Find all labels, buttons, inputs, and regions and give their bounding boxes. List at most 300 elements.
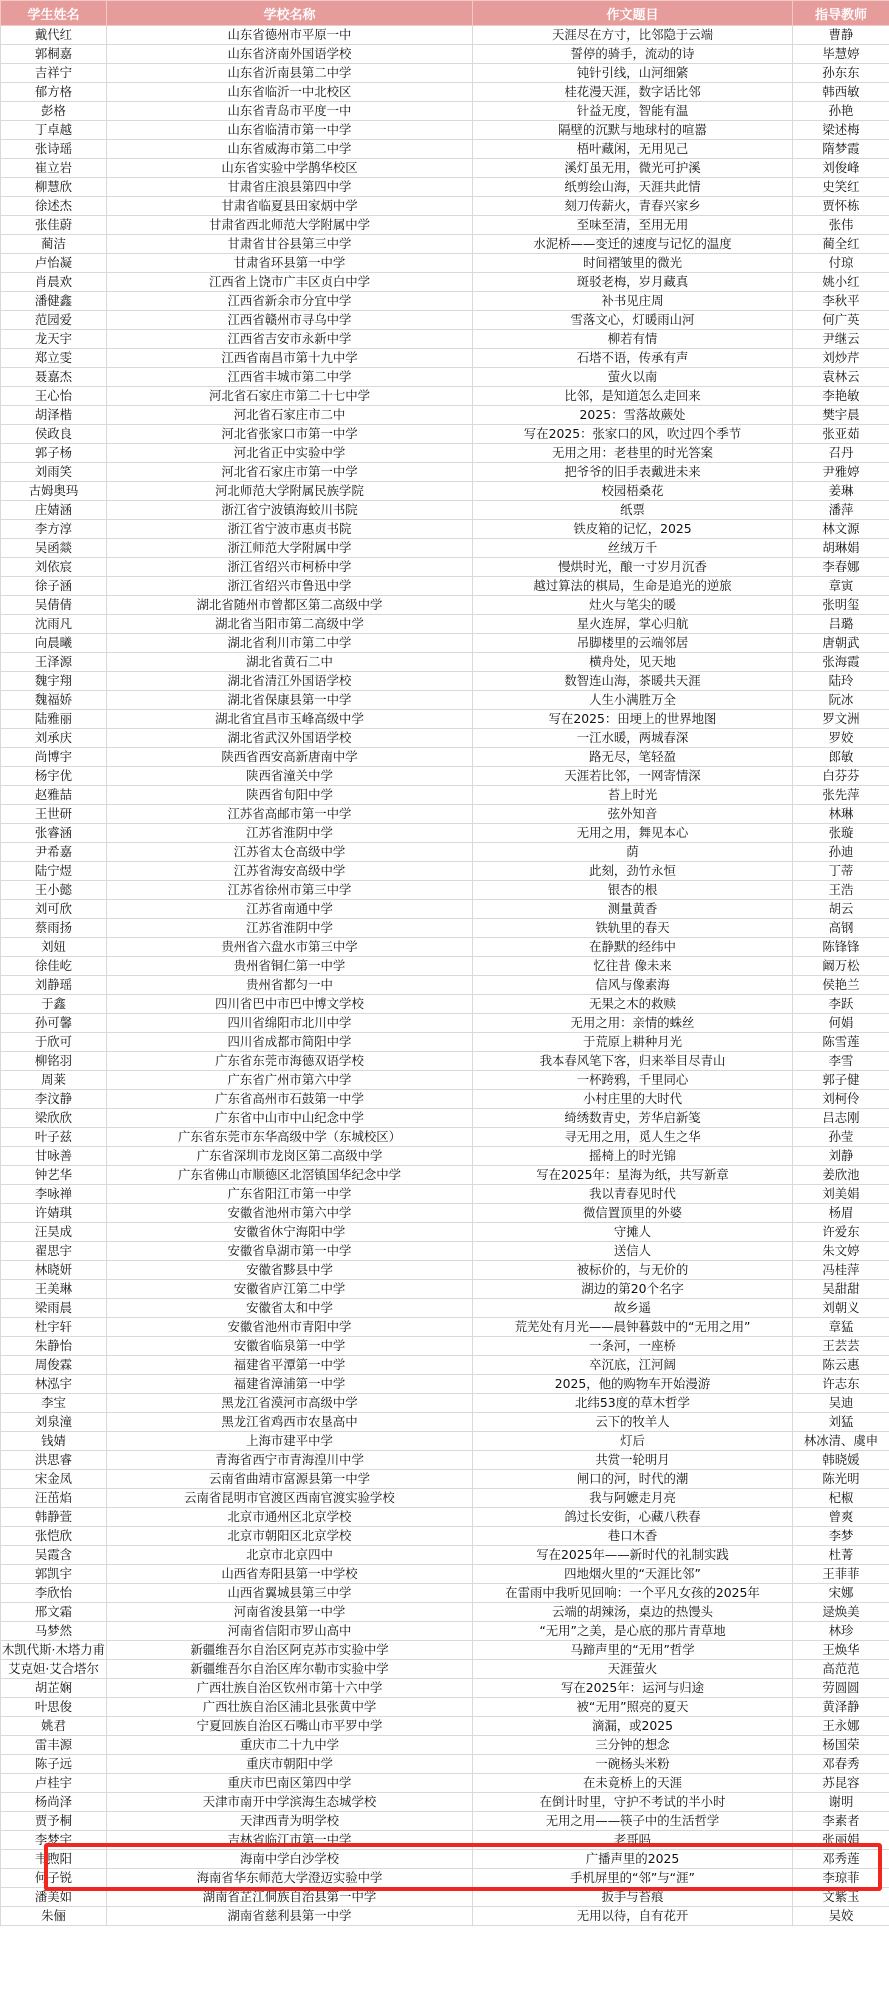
student-name-cell: 李咏禅 xyxy=(1,1185,107,1204)
school-name-cell: 山东省威海市第二中学 xyxy=(107,140,473,159)
advisor-cell: 陆玲 xyxy=(793,672,889,691)
advisor-cell: 孙艳 xyxy=(793,102,889,121)
advisor-cell: 许爱东 xyxy=(793,1223,889,1242)
essay-title-cell: 送信人 xyxy=(473,1242,793,1261)
table-row xyxy=(1,539,889,558)
advisor-cell: 章寅 xyxy=(793,577,889,596)
student-name-cell: 杨宇优 xyxy=(1,767,107,786)
table-row xyxy=(1,1242,889,1261)
essay-title-cell: 我与阿嬷走月亮 xyxy=(473,1489,793,1508)
student-name-cell: 叶子兹 xyxy=(1,1128,107,1147)
school-name-cell: 河南省信阳市罗山高中 xyxy=(107,1622,473,1641)
student-name-cell: 蔡雨扬 xyxy=(1,919,107,938)
advisor-cell: 高范范 xyxy=(793,1660,889,1679)
school-name-cell: 河北省张家口市第一中学 xyxy=(107,425,473,444)
school-name-cell: 江西省新余市分宜中学 xyxy=(107,292,473,311)
table-row xyxy=(1,1869,889,1888)
student-name-cell: 卢桂宇 xyxy=(1,1774,107,1793)
table-row xyxy=(1,1375,889,1394)
table-row xyxy=(1,1508,889,1527)
advisor-cell: 王菲菲 xyxy=(793,1565,889,1584)
essay-title-cell: 信风与像素海 xyxy=(473,976,793,995)
table-row xyxy=(1,349,889,368)
essay-title-cell: 马蹄声里的“无用”哲学 xyxy=(473,1641,793,1660)
essay-title-cell: 天涯萤火 xyxy=(473,1660,793,1679)
student-name-cell: 卢怡凝 xyxy=(1,254,107,273)
advisor-cell: 潘萍 xyxy=(793,501,889,520)
school-name-cell: 广西壮族自治区浦北县张黄中学 xyxy=(107,1698,473,1717)
advisor-cell: 邓春秀 xyxy=(793,1755,889,1774)
table-row xyxy=(1,26,889,45)
table-row xyxy=(1,900,889,919)
advisor-cell: 李秋平 xyxy=(793,292,889,311)
essay-title-cell: 横舟处，见天地 xyxy=(473,653,793,672)
advisor-cell: 张亚茹 xyxy=(793,425,889,444)
student-name-cell: 姚君 xyxy=(1,1717,107,1736)
essay-title-cell: 于荒原上耕种月光 xyxy=(473,1033,793,1052)
advisor-cell: 唐朝武 xyxy=(793,634,889,653)
school-name-cell: 广东省阳江市第一中学 xyxy=(107,1185,473,1204)
school-name-cell: 湖北省随州市曾都区第二高级中学 xyxy=(107,596,473,615)
essay-title-cell: 梧叶藏闲，无用见己 xyxy=(473,140,793,159)
table-row xyxy=(1,634,889,653)
header-essay-title: 作文题目 xyxy=(473,1,793,26)
essay-title-cell: 针益无度，智能有温 xyxy=(473,102,793,121)
student-name-cell: 戴代红 xyxy=(1,26,107,45)
advisor-cell: 郎敏 xyxy=(793,748,889,767)
essay-title-cell: 誓停的骑手，流动的诗 xyxy=(473,45,793,64)
essay-title-cell: 摇椅上的时光锦 xyxy=(473,1147,793,1166)
school-name-cell: 云南省曲靖市富源县第一中学 xyxy=(107,1470,473,1489)
school-name-cell: 云南省昆明市官渡区西南官渡实验学校 xyxy=(107,1489,473,1508)
advisor-cell: 阮冰 xyxy=(793,691,889,710)
student-name-cell: 吴倩倩 xyxy=(1,596,107,615)
table-row xyxy=(1,748,889,767)
advisor-cell: 姜欣池 xyxy=(793,1166,889,1185)
student-name-cell: 刘泉潼 xyxy=(1,1413,107,1432)
table-row xyxy=(1,1641,889,1660)
essay-title-cell: 天涯尽在方寸，比邻隐于云端 xyxy=(473,26,793,45)
table-row xyxy=(1,1185,889,1204)
table-row xyxy=(1,1489,889,1508)
student-name-cell: 郑立雯 xyxy=(1,349,107,368)
school-name-cell: 山东省青岛市平度一中 xyxy=(107,102,473,121)
table-row xyxy=(1,1603,889,1622)
student-name-cell: 艾克妲·艾合塔尔 xyxy=(1,1660,107,1679)
table-row xyxy=(1,1166,889,1185)
advisor-cell: 陈雪莲 xyxy=(793,1033,889,1052)
student-name-cell: 陆宁煜 xyxy=(1,862,107,881)
table-row xyxy=(1,463,889,482)
table-row xyxy=(1,843,889,862)
school-name-cell: 山东省临沂一中北校区 xyxy=(107,83,473,102)
student-name-cell: 肖晨欢 xyxy=(1,273,107,292)
advisor-cell: 何娟 xyxy=(793,1014,889,1033)
table-row xyxy=(1,805,889,824)
school-name-cell: 山西省寿阳县第一中学校 xyxy=(107,1565,473,1584)
student-name-cell: 张诗瑶 xyxy=(1,140,107,159)
school-name-cell: 山西省翼城县第三中学 xyxy=(107,1584,473,1603)
school-name-cell: 新疆维吾尔自治区阿克苏市实验中学 xyxy=(107,1641,473,1660)
table-row xyxy=(1,558,889,577)
student-name-cell: 于鑫 xyxy=(1,995,107,1014)
essay-title-cell: 纸票 xyxy=(473,501,793,520)
advisor-cell: 吴姣 xyxy=(793,1907,889,1926)
school-name-cell: 广东省中山市中山纪念中学 xyxy=(107,1109,473,1128)
essay-title-cell: 人生小满胜万全 xyxy=(473,691,793,710)
table-row xyxy=(1,406,889,425)
table-row xyxy=(1,1660,889,1679)
essay-title-cell: 微信置顶里的外婆 xyxy=(473,1204,793,1223)
table-row xyxy=(1,1451,889,1470)
school-name-cell: 甘肃省环县第一中学 xyxy=(107,254,473,273)
table-row xyxy=(1,330,889,349)
essay-title-cell: 一条河，一座桥 xyxy=(473,1337,793,1356)
table-row xyxy=(1,1318,889,1337)
essay-title-cell: 我以青春见时代 xyxy=(473,1185,793,1204)
student-name-cell: 韩静萱 xyxy=(1,1508,107,1527)
student-name-cell: 吴霞含 xyxy=(1,1546,107,1565)
table-row xyxy=(1,577,889,596)
essay-title-cell: 一江水暖，两城春深 xyxy=(473,729,793,748)
table-row xyxy=(1,672,889,691)
student-name-cell: 邢文霜 xyxy=(1,1603,107,1622)
student-name-cell: 叶思俊 xyxy=(1,1698,107,1717)
table-row xyxy=(1,1223,889,1242)
school-name-cell: 黑龙江省漠河市高级中学 xyxy=(107,1394,473,1413)
essay-title-cell: 荫 xyxy=(473,843,793,862)
essay-title-cell: 银杏的根 xyxy=(473,881,793,900)
essay-title-cell: 在未竟桥上的天涯 xyxy=(473,1774,793,1793)
essay-title-cell: 隔壁的沉默与地球村的喧嚣 xyxy=(473,121,793,140)
table-row xyxy=(1,596,889,615)
essay-title-cell: 扳手与苔痕 xyxy=(473,1888,793,1907)
student-name-cell: 向晨曦 xyxy=(1,634,107,653)
table-row xyxy=(1,1356,889,1375)
advisor-cell: 林文源 xyxy=(793,520,889,539)
student-name-cell: 吴函燚 xyxy=(1,539,107,558)
advisor-cell: 劳圆圆 xyxy=(793,1679,889,1698)
school-name-cell: 湖南省慈利县第一中学 xyxy=(107,1907,473,1926)
table-row xyxy=(1,1888,889,1907)
advisor-cell: 许志东 xyxy=(793,1375,889,1394)
school-name-cell: 安徽省休宁海阳中学 xyxy=(107,1223,473,1242)
school-name-cell: 广东省佛山市顺德区北滘镇国华纪念中学 xyxy=(107,1166,473,1185)
school-name-cell: 河南省浚县第一中学 xyxy=(107,1603,473,1622)
student-name-cell: 孙可馨 xyxy=(1,1014,107,1033)
advisor-cell: 蔺全红 xyxy=(793,235,889,254)
student-name-cell: 刘依宸 xyxy=(1,558,107,577)
student-name-cell: 李梦宇 xyxy=(1,1831,107,1850)
essay-title-cell: 萤火以南 xyxy=(473,368,793,387)
essay-title-cell: 共赏一轮明月 xyxy=(473,1451,793,1470)
table-row xyxy=(1,292,889,311)
student-name-cell: 周莱 xyxy=(1,1071,107,1090)
essay-title-cell: 钝针引线，山河细綮 xyxy=(473,64,793,83)
school-name-cell: 广东省广州市第六中学 xyxy=(107,1071,473,1090)
table-row xyxy=(1,178,889,197)
student-name-cell: 刘雨笑 xyxy=(1,463,107,482)
school-name-cell: 江苏省徐州市第三中学 xyxy=(107,881,473,900)
school-name-cell: 四川省巴中市巴中博文学校 xyxy=(107,995,473,1014)
advisor-cell: 章猛 xyxy=(793,1318,889,1337)
student-name-cell: 丁卓越 xyxy=(1,121,107,140)
student-name-cell: 朱静怡 xyxy=(1,1337,107,1356)
table-row xyxy=(1,1850,889,1869)
student-name-cell: 林晓妍 xyxy=(1,1261,107,1280)
table-row xyxy=(1,1793,889,1812)
student-name-cell: 赵雅喆 xyxy=(1,786,107,805)
school-name-cell: 天津市南开中学滨海生态城学校 xyxy=(107,1793,473,1812)
student-name-cell: 周俊霖 xyxy=(1,1356,107,1375)
essay-title-cell: 故乡遥 xyxy=(473,1299,793,1318)
essay-title-cell: 柳若有情 xyxy=(473,330,793,349)
table-row xyxy=(1,938,889,957)
advisor-cell: 李素者 xyxy=(793,1812,889,1831)
student-name-cell: 刘妞 xyxy=(1,938,107,957)
table-row xyxy=(1,786,889,805)
table-row xyxy=(1,1679,889,1698)
advisor-cell: 刘朝义 xyxy=(793,1299,889,1318)
essay-title-cell: 斑驳老梅，岁月藏真 xyxy=(473,273,793,292)
school-name-cell: 福建省平潭第一中学 xyxy=(107,1356,473,1375)
essay-title-cell: 无果之木的救赎 xyxy=(473,995,793,1014)
essay-title-cell: 滴漏，或2025 xyxy=(473,1717,793,1736)
advisor-cell: 贾怀栋 xyxy=(793,197,889,216)
advisor-cell: 李艳敏 xyxy=(793,387,889,406)
table-row xyxy=(1,197,889,216)
table-row xyxy=(1,1413,889,1432)
essay-title-cell: 写在2025年：运河与归途 xyxy=(473,1679,793,1698)
table-row xyxy=(1,1033,889,1052)
advisor-cell: 袁林云 xyxy=(793,368,889,387)
school-name-cell: 安徽省临泉第一中学 xyxy=(107,1337,473,1356)
school-name-cell: 贵州省六盘水市第三中学 xyxy=(107,938,473,957)
essay-title-cell: 写在2025年——新时代的礼制实践 xyxy=(473,1546,793,1565)
essay-title-cell: 补书见庄周 xyxy=(473,292,793,311)
essay-title-cell: 在倒计时里，守护不考试的半小时 xyxy=(473,1793,793,1812)
table-row xyxy=(1,1622,889,1641)
advisor-cell: 王芸芸 xyxy=(793,1337,889,1356)
student-name-cell: 雷丰源 xyxy=(1,1736,107,1755)
student-name-cell: 刘静瑶 xyxy=(1,976,107,995)
table-row xyxy=(1,1698,889,1717)
student-name-cell: 洪思睿 xyxy=(1,1451,107,1470)
table-row xyxy=(1,1071,889,1090)
advisor-cell: 张璇 xyxy=(793,824,889,843)
essay-title-cell: 老哥吗 xyxy=(473,1831,793,1850)
student-name-cell: 柳慧欣 xyxy=(1,178,107,197)
school-name-cell: 江苏省海安高级中学 xyxy=(107,862,473,881)
advisor-cell: 姚小红 xyxy=(793,273,889,292)
table-row xyxy=(1,121,889,140)
school-name-cell: 安徽省阜湖市第一中学 xyxy=(107,1242,473,1261)
advisor-cell: 孙莹 xyxy=(793,1128,889,1147)
advisor-cell: 曾爽 xyxy=(793,1508,889,1527)
school-name-cell: 重庆市朝阳中学 xyxy=(107,1755,473,1774)
essay-title-cell: 手机屏里的“邻”与“涯” xyxy=(473,1869,793,1888)
student-name-cell: 甘咏善 xyxy=(1,1147,107,1166)
table-header-row xyxy=(1,1,889,26)
essay-title-cell: 被标价的，与无价的 xyxy=(473,1261,793,1280)
student-name-cell: 张恺欣 xyxy=(1,1527,107,1546)
school-name-cell: 江苏省太仓高级中学 xyxy=(107,843,473,862)
essay-title-cell: 鸽过长安街，心藏八秩春 xyxy=(473,1508,793,1527)
advisor-cell: 冯桂萍 xyxy=(793,1261,889,1280)
school-name-cell: 河北省石家庄市第二十七中学 xyxy=(107,387,473,406)
advisor-cell: 李雪 xyxy=(793,1052,889,1071)
advisor-cell: 丁蒂 xyxy=(793,862,889,881)
school-name-cell: 安徽省黟县中学 xyxy=(107,1261,473,1280)
school-name-cell: 安徽省庐江第二中学 xyxy=(107,1280,473,1299)
advisor-cell: 吴甜甜 xyxy=(793,1280,889,1299)
school-name-cell: 陕西省西安高新唐南中学 xyxy=(107,748,473,767)
essay-title-cell: 丝绒万千 xyxy=(473,539,793,558)
essay-title-cell: 三分钟的想念 xyxy=(473,1736,793,1755)
essay-title-cell: 守摊人 xyxy=(473,1223,793,1242)
student-name-cell: 张佳蔚 xyxy=(1,216,107,235)
table-row xyxy=(1,729,889,748)
essay-title-cell: 被“无用”照亮的夏天 xyxy=(473,1698,793,1717)
student-name-cell: 吉祥宁 xyxy=(1,64,107,83)
school-name-cell: 吉林省临江市第一中学 xyxy=(107,1831,473,1850)
school-name-cell: 江苏省高邮市第一中学 xyxy=(107,805,473,824)
advisor-cell: 李琼菲 xyxy=(793,1869,889,1888)
advisor-cell: 李梦 xyxy=(793,1527,889,1546)
student-name-cell: 林泓宇 xyxy=(1,1375,107,1394)
header-advisor: 指导教师 xyxy=(793,1,889,26)
school-name-cell: 江苏省南通中学 xyxy=(107,900,473,919)
student-name-cell: 庄婧涵 xyxy=(1,501,107,520)
essay-title-cell: 校园梧桑花 xyxy=(473,482,793,501)
essay-title-cell: 纸剪绘山海，天涯共此情 xyxy=(473,178,793,197)
student-name-cell: 李方淳 xyxy=(1,520,107,539)
student-name-cell: 汪昊成 xyxy=(1,1223,107,1242)
essay-title-cell: 星火连屏，掌心归航 xyxy=(473,615,793,634)
student-name-cell: 梁雨晨 xyxy=(1,1299,107,1318)
school-name-cell: 重庆市二十九中学 xyxy=(107,1736,473,1755)
school-name-cell: 海南中学白沙学校 xyxy=(107,1850,473,1869)
essay-title-cell: “无用”之美，是心底的那片青草地 xyxy=(473,1622,793,1641)
table-row xyxy=(1,1337,889,1356)
advisor-cell: 阚万松 xyxy=(793,957,889,976)
advisor-cell: 侯艳兰 xyxy=(793,976,889,995)
student-name-cell: 刘承庆 xyxy=(1,729,107,748)
table-row xyxy=(1,45,889,64)
essay-title-cell: 绮绣数青史，芳华启新笺 xyxy=(473,1109,793,1128)
essay-title-cell: 2025：雪落故蕨处 xyxy=(473,406,793,425)
advisor-cell: 王永娜 xyxy=(793,1717,889,1736)
essay-title-cell: 闸口的河，时代的潮 xyxy=(473,1470,793,1489)
advisor-cell: 邓秀莲 xyxy=(793,1850,889,1869)
advisor-cell: 张先萍 xyxy=(793,786,889,805)
school-name-cell: 河北省石家庄市二中 xyxy=(107,406,473,425)
advisor-cell: 杜菁 xyxy=(793,1546,889,1565)
advisor-cell: 孙迪 xyxy=(793,843,889,862)
student-name-cell: 聂嘉杰 xyxy=(1,368,107,387)
essay-title-cell: 此刻，劲竹永恒 xyxy=(473,862,793,881)
table-row xyxy=(1,919,889,938)
school-name-cell: 浙江省绍兴市鲁迅中学 xyxy=(107,577,473,596)
essay-title-cell: 铁皮箱的记忆，2025 xyxy=(473,520,793,539)
student-name-cell: 郁方格 xyxy=(1,83,107,102)
advisor-cell: 付琼 xyxy=(793,254,889,273)
table-row xyxy=(1,957,889,976)
school-name-cell: 湖北省宜昌市玉峰高级中学 xyxy=(107,710,473,729)
essay-title-cell: 寻无用之用，觅人生之华 xyxy=(473,1128,793,1147)
table-row xyxy=(1,1090,889,1109)
essay-title-cell: 越过算法的棋局，生命是追光的逆旅 xyxy=(473,577,793,596)
table-row xyxy=(1,1774,889,1793)
advisor-cell: 苏昆容 xyxy=(793,1774,889,1793)
table-row xyxy=(1,254,889,273)
essay-title-cell: 无用之用——筷子中的生活哲学 xyxy=(473,1812,793,1831)
table-row xyxy=(1,501,889,520)
table-body xyxy=(1,26,889,1926)
table-row xyxy=(1,311,889,330)
school-name-cell: 湖北省当阳市第二高级中学 xyxy=(107,615,473,634)
advisor-cell: 刘美娟 xyxy=(793,1185,889,1204)
advisor-cell: 尹雅婷 xyxy=(793,463,889,482)
essay-title-cell: 一碗杨头米粉 xyxy=(473,1755,793,1774)
school-name-cell: 江苏省淮阴中学 xyxy=(107,824,473,843)
school-name-cell: 安徽省池州市青阳中学 xyxy=(107,1318,473,1337)
header-student-name: 学生姓名 xyxy=(1,1,107,26)
advisor-cell: 刘静 xyxy=(793,1147,889,1166)
essay-title-cell: 刻刀传薪火，青春兴家乡 xyxy=(473,197,793,216)
essay-title-cell: 写在2025：张家口的风，吹过四个季节 xyxy=(473,425,793,444)
table-row xyxy=(1,235,889,254)
school-name-cell: 江西省南昌市第十九中学 xyxy=(107,349,473,368)
essay-title-cell: 溪灯虽无用，微光可护溪 xyxy=(473,159,793,178)
school-name-cell: 广东省深圳市龙岗区第二高级中学 xyxy=(107,1147,473,1166)
school-name-cell: 河北省正中实验中学 xyxy=(107,444,473,463)
essay-title-cell: 水泥桥——变迁的速度与记忆的温度 xyxy=(473,235,793,254)
table-row xyxy=(1,1204,889,1223)
table-row xyxy=(1,482,889,501)
essay-title-cell: 至味至清，至用无用 xyxy=(473,216,793,235)
school-name-cell: 河北省石家庄市第一中学 xyxy=(107,463,473,482)
advisor-cell: 刘猛 xyxy=(793,1413,889,1432)
school-name-cell: 湖北省利川市第二中学 xyxy=(107,634,473,653)
student-name-cell: 潘健鑫 xyxy=(1,292,107,311)
school-name-cell: 浙江师范大学附属中学 xyxy=(107,539,473,558)
advisor-cell: 杞椒 xyxy=(793,1489,889,1508)
student-name-cell: 王泽源 xyxy=(1,653,107,672)
student-name-cell: 王小懿 xyxy=(1,881,107,900)
advisor-cell: 胡云 xyxy=(793,900,889,919)
table-row xyxy=(1,1432,889,1451)
school-name-cell: 重庆市巴南区第四中学 xyxy=(107,1774,473,1793)
table-row xyxy=(1,520,889,539)
essay-title-cell: 吊脚楼里的云端邻居 xyxy=(473,634,793,653)
table-row xyxy=(1,1147,889,1166)
table-row xyxy=(1,691,889,710)
essay-title-cell: 灶火与笔尖的暖 xyxy=(473,596,793,615)
table-row xyxy=(1,216,889,235)
student-name-cell: 彭格 xyxy=(1,102,107,121)
school-name-cell: 天津西青为明学校 xyxy=(107,1812,473,1831)
table-row xyxy=(1,1546,889,1565)
table-row xyxy=(1,615,889,634)
advisor-cell: 梁述梅 xyxy=(793,121,889,140)
school-name-cell: 陕西省旬阳中学 xyxy=(107,786,473,805)
school-name-cell: 青海省西宁市青海湟川中学 xyxy=(107,1451,473,1470)
advisor-cell: 吕志刚 xyxy=(793,1109,889,1128)
student-name-cell: 蔺洁 xyxy=(1,235,107,254)
advisor-cell: 姜琳 xyxy=(793,482,889,501)
student-name-cell: 于欣可 xyxy=(1,1033,107,1052)
